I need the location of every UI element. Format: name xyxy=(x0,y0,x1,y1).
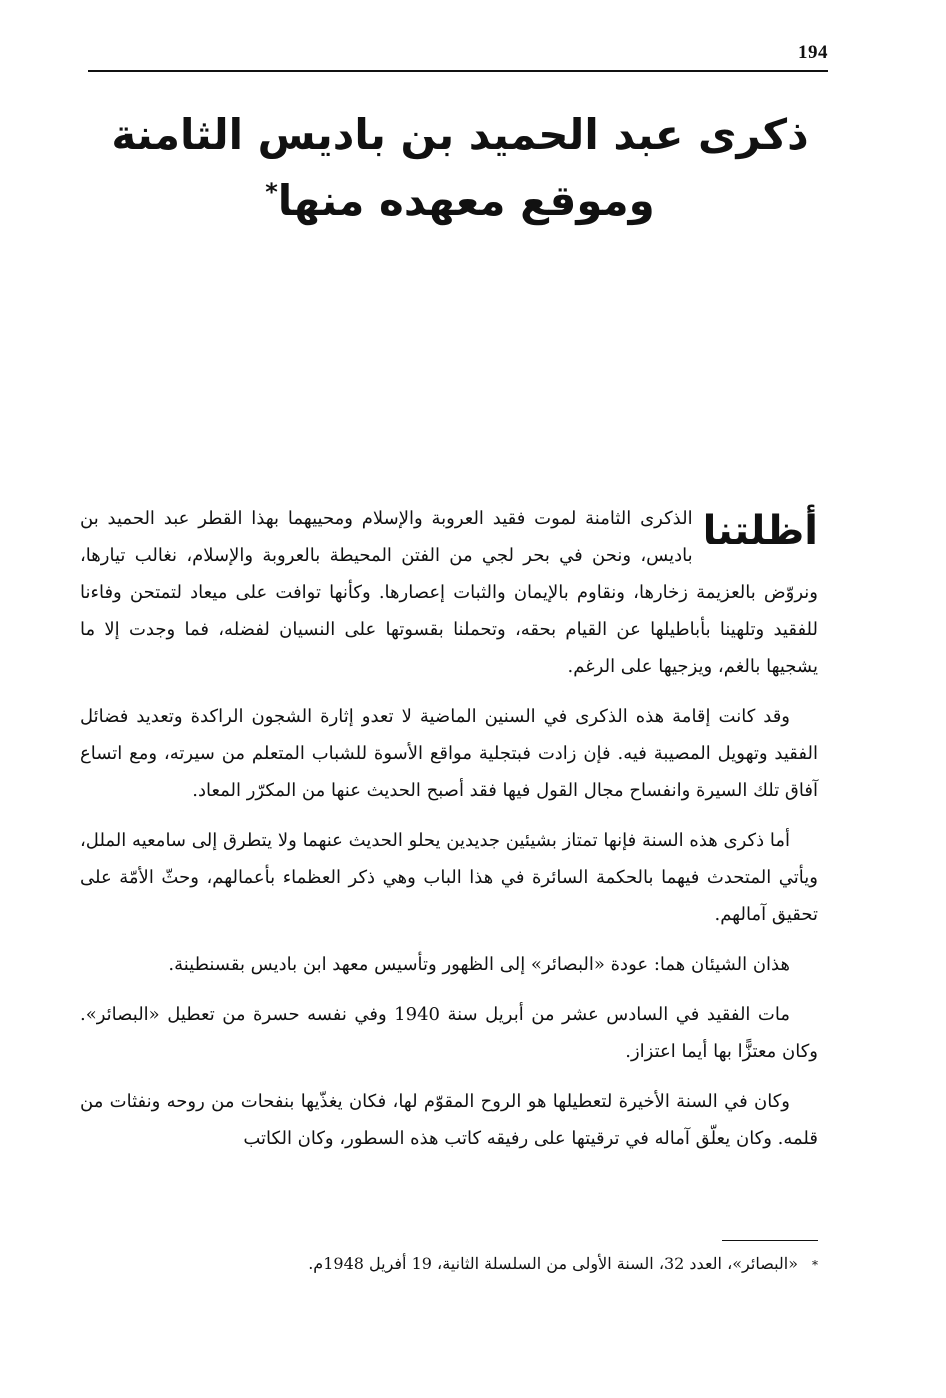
title-line-2 xyxy=(100,168,820,234)
title-line-1-text: ذكرى عبد الحميد بن باديس الثامنة xyxy=(111,110,809,159)
paragraph-1-text: الذكرى الثامنة لموت فقيد العروبة والإسلام ومحييهما بهذا القطر عبد الحميد بن باديس، ونحن في بحر لجي من الفتن المحيطة بالعروبة والإسلام، نغالب تيارها، ونروّض بالعزيمة زخارها، ونقاوم بالإيمان والثبات إعصارها. وكأنها توافت على ميعاد لتمتحن وفاءنا للفقيد وتلهينا بأباطيلها عن القيام بحقه، وتحملنا بقسوتها على النسيان لفضله، فما وجدت إلا ما يشجيها بالغم، ويزجيها على الرغم. xyxy=(80,508,818,677)
article-body xyxy=(80,500,818,1170)
paragraph-4: هذان الشيئان هما: عودة «البصائر» إلى الظهور وتأسيس معهد ابن باديس بقسنطينة. xyxy=(168,954,790,975)
title-footnote-marker: * xyxy=(265,178,278,206)
footnote-marker: * xyxy=(812,1258,818,1272)
article-title xyxy=(100,102,820,234)
header-rule xyxy=(88,70,828,72)
paragraph-1 xyxy=(80,500,818,685)
paragraph-6: وكان في السنة الأخيرة لتعطيلها هو الروح المقوّم لها، فكان يغذّيها بنفحات من روحه ونفثات من قلمه. وكان يعلّق آماله في ترقيتها على رفيقه كاتب هذه السطور، وكان الكاتب xyxy=(80,1091,818,1149)
opening-word: أظلتنا xyxy=(702,508,818,554)
paragraph-2: وقد كانت إقامة هذه الذكرى في السنين الماضية لا تعدو إثارة الشجون الراكدة وتعديد فضائل الفقيد وتهويل المصيبة فيه. فإن زادت فبتجلية مواقع الأسوة للشباب المتعلم من سيرته، ومع اتساع آفاق تلك السيرة وانفساح مجال القول فيها فقد أصبح الحديث عنها من المكرّر المعاد. xyxy=(80,706,818,801)
footnote-rule xyxy=(722,1240,818,1241)
paragraph-5: مات الفقيد في السادس عشر من أبريل سنة 1940 وفي نفسه حسرة من تعطيل «البصائر». وكان معتزًّا بها أيما اعتزاز. xyxy=(80,1004,818,1062)
paragraph-3: أما ذكرى هذه السنة فإنها تمتاز بشيئين جديدين يحلو الحديث عنهما ولا يتطرق إلى سامعيه الملل، ويأتي المتحدث فيهما بالحكمة السائرة في هذا الباب وهي ذكر العظماء بأعمالهم، وحثّ الأمّة على تحقيق آمالهم. xyxy=(80,830,818,925)
page-number: 194 xyxy=(798,42,828,63)
footnote xyxy=(100,1250,818,1279)
title-line-2-text: وموقع معهده منها xyxy=(277,176,655,225)
title-line-1 xyxy=(100,102,820,168)
footnote-text: «البصائر»، العدد 32، السنة الأولى من السلسلة الثانية، 19 أفريل 1948م. xyxy=(308,1254,798,1273)
